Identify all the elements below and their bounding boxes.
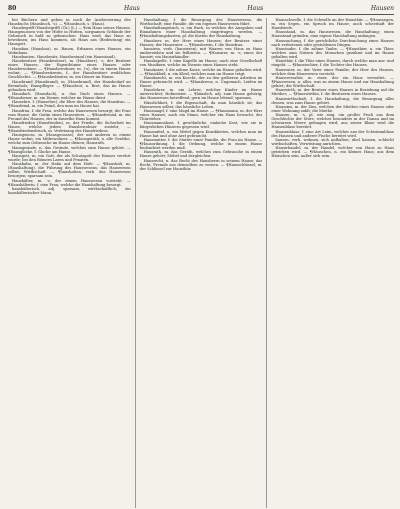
dictionary-entry: Haushälter, m. -s; der einem Hauswesen vorsteht; — ¶Haushälterin, f. eine Frau, welche die Haushaltung besorgt. bbox=[8, 178, 131, 187]
dictionary-entry: Hausirhandel, m. der Handel, welcher von Haus zu Haus getrieben wird. — ¶Häuschen, n. ein kleines Haus; aus dem Häuschen sein, außer sich sein. bbox=[271, 146, 395, 159]
running-head-right: Hausen bbox=[370, 5, 394, 12]
running-head-left: Haus bbox=[124, 5, 140, 12]
dictionary-entry: hausen, verb. wohnen, sich aufhalten; übel hausen, schlecht wirthschaften, Verwüstung anrichten. bbox=[271, 138, 395, 147]
dictionary-entry: Hausbrand (Hausbrand), m. (Hausbrand), der Hausbedarf an Brennholz; Hauspfleger. — ¶Hausbrot, n. Brot, das im Hause gebacken wird. bbox=[8, 79, 131, 92]
dictionary-entry: Hausherr, m. der Herr eines Hauses; der Besitzer eines Hauses; der Hausvater. — ¶Hausherrin, f. die Hausfrau. bbox=[139, 38, 263, 47]
dictionary-entry: Hausmittel, n. ein Mittel gegen Krankheiten, welches man im Hause hat und ohne Arzt gebraucht. bbox=[139, 129, 263, 138]
dictionary-entry: Haussuchung, f. die gerichtliche Durchsuchung eines Hauses nach verbotenen oder gestohlenen Dingen. bbox=[271, 38, 395, 47]
dictionary-entry: Hausmagd, f. eine Magd im Hause. — ¶Hausmann, m. der Herr eines Hauses; auch ein Mann, welcher ein Haus bewacht, der Thürsteher. bbox=[139, 109, 263, 122]
dictionary-entry: Hausrath, m. das Geräth, welches zum Gebrauche in einem Hause gehört; Möbel und dergleichen. bbox=[139, 150, 263, 159]
dictionary-entry: Hausbauten, Hausbesitz, Hausbestand (ein Hausstand). bbox=[12, 55, 116, 60]
dictionary-entry: Hauskapelle, f. eine Kapelle im Hause; auch eine Gesellschaft von Musikern, welche im Dienste eines Hauses steht. bbox=[139, 59, 263, 68]
dictionary-entry: Häuslichkeit, f. die Eigenschaft, da man häuslich ist; das Hauswesen selbst; das häusliche Leben. bbox=[139, 100, 263, 109]
page-header bbox=[8, 5, 394, 15]
dictionary-entry: Hausbesitzer (Hausbesitzer), m. (Hausherr), -s; der Besitzer eines Hauses; der Eigenthümer eines Hauses oder Hausbewohner. — ¶Hausbewohner, m. (-s), der in einem Hause wohnt; — ¶Hausbesitzerin, f., der Hausbesitzer weiblichen Geschlechts. — ¶Hausbedienter, m. ein Diener im Hause. bbox=[8, 59, 131, 80]
dictionary-entry: Haushaltung, f. die Besorgung des Hauswesens; die Wirthschaft; eine Familie, die ein eigenes Hauswesen führt. bbox=[139, 18, 263, 27]
dictionary-entry: Hausbau (Hausbau), m. Bauen, Erbauen eines Hauses, ein Wohnhaus. bbox=[8, 46, 131, 55]
dictionary-entry: Hausmutter, f. die Mutter einer Familie, die Frau im Hause. — ¶Hausordnung, f. die Ordnung, welche in einem Hause beobachtet werden muß. bbox=[139, 138, 263, 151]
dictionary-entry: hausiren, verb. (hausieren), mit Waaren von Haus zu Haus umherziehen und sie feilbieten. — ¶Hausirer, m. -s; einer, der hausirt; ein Hausirhändler. bbox=[139, 47, 263, 60]
dictionary-entry: Hausenblase, f. eine Art Leim, welcher aus der Schwimmblase des Hausen und anderer Fische bereitet wird. bbox=[271, 129, 395, 138]
text-columns bbox=[8, 18, 394, 508]
dictionary-entry: Hausdach (Hausdach), n. das Dach eines Hauses. — ¶Hausdiener, m. ein Diener, welcher im Hause dient. bbox=[8, 92, 131, 101]
dictionary-entry: Haushaltungsbuch, n. ein Buch, in welches die Ausgaben und Einnahmen einer Haushaltung eingetragen werden. — ¶Haushaltungskosten, pl. die Kosten der Haushaltung. bbox=[139, 26, 263, 39]
dictionary-entry: Hausehre, f. (Hausehre), die Ehre des Hauses; die Hausfrau. — ¶Hausfeind, m. ein Feind, den man im Hause hat. bbox=[8, 100, 131, 109]
dictionary-entry: Hausfrau, f. die Frau, welche das Hauswesen besorgt; die Frau vom Hause; die Gattin eines Hausvaters. — ¶Hausfreund, m. ein Freund des Hauses, der in dasselbe Haus kommt. bbox=[8, 108, 131, 121]
dictionary-entry: Hausstand, m. das Hauswesen, die Haushaltung; einen Hausstand gründen, eine eigene Haushaltung anfangen. bbox=[271, 30, 395, 39]
dictionary-entry: Hausmannskost, f. gewöhnliche, einfache Kost, wie sie in bürgerlichen Häusern gegessen wird. bbox=[139, 121, 263, 130]
dictionary-entry: Hauswirth, m. der Besitzer eines Hauses in Beziehung auf die Miether; — ¶Hauswirthin, f. die Besitzerin eines Hauses. bbox=[271, 88, 395, 97]
dictionary-entry: Hausfrieden (Hausfrieden), m. der Friede, die Sicherheit im Hause, welche jedem Hausbewohner zusteht; — ¶Hausfriedensbruch, m. Verletzung des Hausfriedens. bbox=[8, 121, 131, 134]
column-2 bbox=[135, 18, 263, 508]
dictionary-entry: Hausschwelle, f. die Schwelle an der Hausthür. — ¶Haussegen, m. ein Segen, ein Spruch im Hause; auch scherzhaft der Hausfriede. bbox=[271, 18, 395, 31]
column-1 bbox=[8, 18, 131, 508]
dictionary-entry: haushälterisch, adj. sparsam, wirthschaftlich; ein haushälterischer Mann. bbox=[8, 187, 131, 196]
dictionary-entry: Hausgesinde, n. das Gesinde, welches zum Hause gehört. — ¶Hausglocke, f. Glocke am Hause. bbox=[8, 145, 131, 154]
dictionary-entry: Haushahn, m. der Hahn auf dem Hofe. — ¶Haushalt, m. (Haushaltung), die Führung des Hauswesens; das Hauswesen selbst; Wirthschaft. — ¶haushalten, verb. das Hauswesen besorgen; sparsam sein. bbox=[8, 162, 131, 179]
dictionary-entry: Hausbegriff (Hausbegriff) (Gr.) (L.) — ¶ein Haus seines Hauses, Hausgenossen von der Hütte in Hütten, sorgsamen Gebäude der Gebrauch in bald zu gebrauchen. Haus wird, das Haus zu bewohnen; ins Haus kommen, als Haus ans (Bedeutung) ein Hausgott. bbox=[8, 26, 131, 47]
dictionary-entry: Hauszins, m. der Zins, welchen der Miether eines Hauses oder einer Wohnung zahlt; die Miethe. bbox=[271, 105, 395, 114]
dictionary-entry: Hausgott, m. ein Gott, der als Schutzgott des Hauses verehrt wurde; bei den Römern Laren und Penaten. bbox=[8, 154, 131, 163]
dictionary-entry: Hausgenoss, m. (Hausgenosse), der mit anderen in einem Hause wohnt, ein Mitbewohner. — ¶Hausgeräth, n. alle Geräthe, welche zum Gebrauche im Hause dienen; Hausrath. bbox=[8, 133, 131, 146]
dictionary-entry: Hausverwalter, m. einer, der ein Haus verwaltet. — ¶Hauswesen, n. alles, was zu einem Hause und zur Haushaltung gehört; die Wirthschaft. bbox=[271, 76, 395, 89]
dictionary-entry: Haustaube, f. die zahme Taube. — ¶Hausthier, n. ein Thier, welches zum Nutzen des Menschen gezähmt und im Hause gehalten wird. bbox=[271, 47, 395, 60]
column-3 bbox=[266, 18, 394, 508]
dictionary-entry: Hauswirthschaft, f. die Haushaltung; die Besorgung alles dessen, was zum Hause gehört. bbox=[271, 96, 395, 105]
dictionary-entry: Hauslehrer, m. ein Lehrer, welcher Kinder im Hause unterrichtet; Hofmeister. — ¶häuslich, adj. zum Hause gehörig; das Hauswesen betreffend; gern im Hause lebend; sparsam. bbox=[139, 88, 263, 101]
dictionary-entry: Hausthür, f. die Thür eines Hauses, durch welche man aus- und eingeht. — ¶Haustochter, f. die Tochter des Hauses. bbox=[271, 59, 395, 68]
dictionary-entry: Hausen, m. -s, pl. wie sing. ein großer Fisch aus dem Geschlechte der Störe, welcher besonders in der Donau und im schwarzen Meere gefangen wird; aus seiner Blase wird die Hausenblase bereitet. bbox=[271, 113, 395, 130]
dictionary-entry: Hausrecht, n. das Recht des Hausherrn in seinem Hause; das Recht, Fremde aus demselben zu weisen. — ¶Hausschlüssel, m. der Schlüssel zur Hausthür. bbox=[139, 158, 263, 171]
dictionary-entry: Hauskatze, f. die zahme Katze, welche im Hause gehalten wird. — ¶Hauskleid, n. ein Kleid, welches man im Hause trägt. bbox=[139, 67, 263, 76]
dictionary-entry: Hausknecht, m. ein Knecht, der zu den gröberen Arbeiten im Hause gebraucht wird. — ¶Hauskreuz, n. Ungemach, Leiden im Hause. bbox=[139, 76, 263, 89]
dictionary-entry: Hausvater, m. der Vater einer Familie; der Herr des Hauses, welcher dem Hauswesen vorsteht. bbox=[271, 67, 395, 76]
dictionary-entry: bei Büchern und gehen in noch ihr Ausbesserung des Hausbuchs (Hausbuch, -s). — ¶Hausbuch, s. (Haus). bbox=[8, 18, 131, 27]
page-number: 80 bbox=[8, 5, 17, 12]
running-head-center: Haus bbox=[247, 5, 264, 12]
